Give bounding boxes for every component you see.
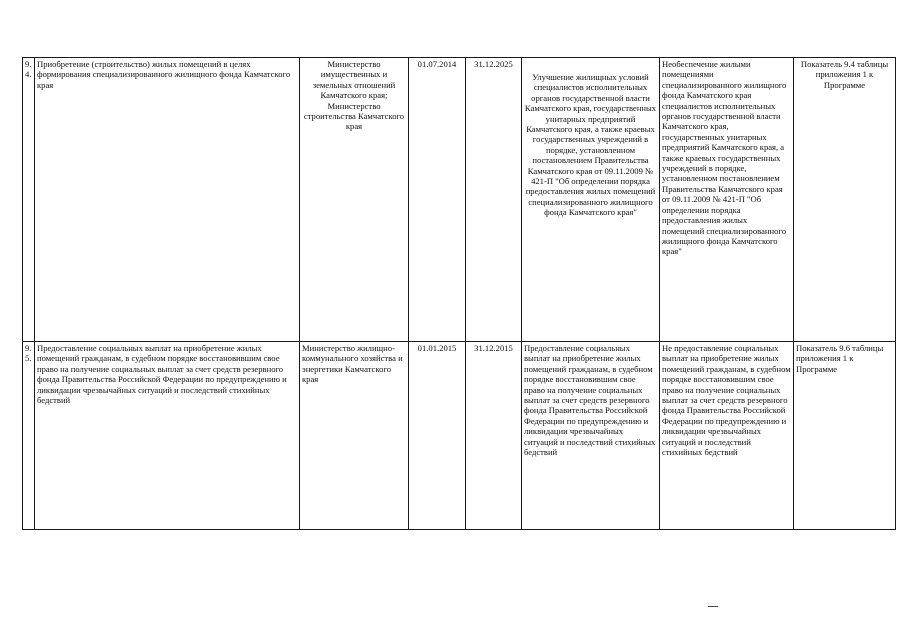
table-row (23, 342, 896, 530)
program-measures-table (22, 57, 896, 530)
expected-result: Предоставление социальных выплат на приобретение жилых помещений гражданам, в судебном порядке восстановившим свое право на получение социальных выплат за счет средств резервного фонда Правительства Российской Федерации по предупреждению и ликвидации чрезвычайных ситуаций и последствий стихийных бедствий (522, 342, 660, 530)
measure-name: Приобретение (строительство) жилых помещений в целях формирования специализированного жилищного фонда Камчатского края (35, 58, 300, 342)
program-indicator: Показатель 9.4 таблицы приложения 1 к Программе (794, 58, 896, 342)
start-date: 01.01.2015 (409, 342, 466, 530)
end-date: 31.12.2025 (466, 58, 522, 342)
end-date: 31.12.2015 (466, 342, 522, 530)
measure-name: Предоставление социальных выплат на приобретение жилых помещений гражданам, в судебном порядке восстановившим свое право на получение социальных выплат за счет средств резервного фонда Правительства Российской Федерации по предупреждению и ликвидации чрезвычайных ситуаций и последствий стихийных бедствий (35, 342, 300, 530)
start-date: 01.07.2014 (409, 58, 466, 342)
program-indicator: Показатель 9.6 таблицы приложения 1 к Программе (794, 342, 896, 530)
expected-result: Улучшение жилищных условий специалистов исполнительных органов государственной власти Камчатского края, государственных унитарных предприятий Камчатского края, а также краевых государственных учреждений в порядке, установленном постановлением Правительства Камчатского края от 09.11.2009 № 421-П "Об определении порядка предоставления жилых помещений специализированного жилищного фонда Камчатского края" (522, 58, 660, 342)
responsible-executor: Министерство имущественных и земельных отношений Камчатского края; Министерство строительства Камчатского края (300, 58, 409, 342)
row-number: 9.5. (23, 342, 35, 530)
table-row (23, 58, 896, 342)
row-number: 9.4. (23, 58, 35, 342)
consequences-of-non-implementation: Необеспечение жилыми помещениями специализированного жилищного фонда Камчатского края специалистов исполнительных органов государственной власти Камчатского края, государственных унитарных предприятий Камчатского края, а также краевых государственных учреждений в порядке, установленном постановлением Правительства Камчатского края от 09.11.2009 № 421-П "Об определении порядка предоставления жилых помещений специализированного жилищного фонда Камчатского края" (660, 58, 794, 342)
responsible-executor: Министерство жилищно-коммунального хозяйства и энергетики Камчатского края (300, 342, 409, 530)
consequences-of-non-implementation: Не предоставление социальных выплат на приобретение жилых помещений гражданам, в судебном порядке восстановившим свое право на получение социальных выплат за счет средств резервного фонда Правительства Российской Федерации по предупреждению и ликвидации чрезвычайных ситуаций и последствий стихийных бедствий (660, 342, 794, 530)
page-mark (708, 606, 718, 607)
